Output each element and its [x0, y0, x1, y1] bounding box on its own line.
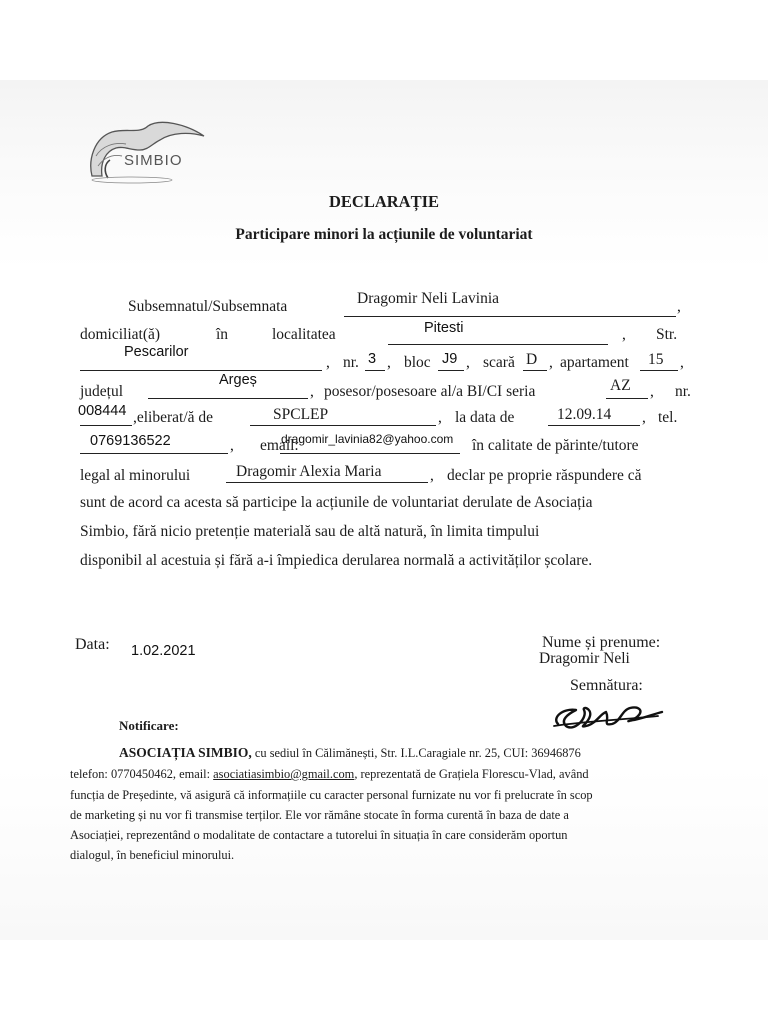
label-nume-prenume: Nume și prenume: [542, 634, 661, 651]
body-line-3: disponibil al acestuia și fără a-i împiedica derularea normală a activităților școlare. [80, 552, 593, 569]
field-name-underline [344, 316, 676, 317]
notificare-line-5: Asociației, reprezentând o modalitate de contactare a tutorelui în situația în care considerăm oportun [70, 828, 568, 842]
notificare-heading: Notificare: [119, 718, 179, 733]
notificare-line-2b: , reprezentată de Grațiela Florescu-Vlad, având [354, 767, 589, 781]
label-apartament: apartament [560, 354, 629, 371]
simbio-logo [86, 120, 212, 186]
notificare-line-2a: telefon: 0770450462, email: [70, 767, 211, 781]
label-bloc: bloc [404, 354, 431, 371]
label-posesor: posesor/posesoare al/a BI/CI seria [324, 383, 536, 400]
notificare-email[interactable]: asociatiasimbio@gmail.com [213, 767, 355, 781]
comma: , [310, 383, 314, 400]
field-nr-underline [365, 370, 385, 371]
label-tel: tel. [658, 409, 678, 426]
notificare-line-6: dialogul, în beneficiul minorului. [70, 848, 235, 862]
notificare-line-4: de marketing și nu vor fi transmise terților. Ele vor rămâne stocate în forma curentă în baza de date a [70, 808, 569, 822]
comma: , [680, 354, 684, 371]
field-localitate-underline [388, 344, 608, 345]
comma: , [326, 354, 330, 371]
field-nume: Dragomir Neli [539, 650, 630, 667]
field-telefon-underline [80, 453, 228, 454]
field-localitate: Pitesti [424, 320, 464, 336]
signature-icon [548, 696, 668, 736]
label-eliberat: ,eliberat/ă de [133, 409, 214, 426]
field-email: dragomir_lavinia82@yahoo.com [281, 432, 454, 446]
notificare-line-2 [70, 767, 589, 782]
label-semnatura: Semnătura: [570, 677, 643, 694]
label-judetul: județul [80, 383, 124, 400]
label-email: email: [260, 437, 299, 454]
label-legal: legal al minorului [80, 467, 191, 484]
signature [548, 696, 668, 736]
field-apartament-underline [640, 370, 678, 371]
comma: , [430, 467, 434, 484]
field-name: Dragomir Neli Lavinia [357, 290, 500, 307]
label-subsemnatul: Subsemnatul/Subsemnata [128, 298, 288, 315]
field-bloc: J9 [442, 351, 458, 367]
notificare-line-1-text: cu sediul în Călimănești, Str. I.L.Caragiale nr. 25, CUI: 36946876 [254, 746, 581, 760]
label-str: Str. [656, 326, 678, 343]
notificare-line-1 [119, 745, 581, 761]
body-line-2: Simbio, fără nicio pretenție materială sau de altă natură, în limita timpului [80, 523, 540, 540]
field-numar-ci: 008444 [78, 403, 127, 419]
field-judet: Argeș [219, 372, 257, 388]
label-data-eliberare: la data de [455, 409, 515, 426]
field-apartament: 15 [648, 351, 664, 368]
comma: , [549, 354, 553, 371]
field-minor-underline [226, 482, 428, 483]
field-judet-underline [148, 398, 308, 399]
field-eliberat-underline [250, 425, 436, 426]
document-title: DECLARAȚIE [328, 192, 440, 211]
label-calitate: în calitate de părinte/tutore [472, 437, 639, 454]
label-localitatea: localitatea [272, 326, 336, 343]
field-bloc-underline [438, 370, 464, 371]
comma: , [387, 354, 391, 371]
document-subtitle: Participare minori la acțiunile de voluntariat [235, 226, 533, 243]
label-domiciliat: domiciliat(ă) [80, 326, 161, 343]
notificare-line-3: funcția de Președinte, vă asigură că informațiile cu caracter personal furnizate nu vor fi prelucrate în scop [70, 788, 593, 802]
field-strada-underline [80, 370, 322, 371]
comma: , [622, 326, 626, 343]
body-line-1: sunt de acord ca acesta să participe la acțiunile de voluntariat derulate de Asociația [80, 494, 593, 511]
field-minor: Dragomir Alexia Maria [236, 463, 382, 480]
comma: , [230, 437, 234, 454]
field-email-underline [280, 453, 460, 454]
comma: , [677, 298, 681, 315]
label-scara: scară [483, 354, 515, 371]
comma: , [438, 409, 442, 426]
comma: , [642, 409, 646, 426]
label-in: în [216, 326, 229, 343]
field-strada: Pescarilor [124, 344, 189, 360]
label-declar: declar pe proprie răspundere că [447, 467, 642, 484]
field-scara: D [526, 351, 538, 368]
field-telefon: 0769136522 [90, 433, 171, 449]
field-data-eliberare-underline [548, 425, 640, 426]
field-date: 1.02.2021 [131, 643, 196, 659]
label-data: Data: [75, 636, 110, 653]
label-nr: nr. [343, 354, 359, 371]
field-eliberat-de: SPCLEP [273, 406, 329, 423]
label-nr-ci: nr. [675, 383, 691, 400]
logo-text: SIMBIO [124, 152, 183, 169]
field-seria: AZ [610, 377, 631, 394]
field-nr: 3 [368, 351, 377, 367]
comma: , [650, 383, 654, 400]
field-seria-underline [606, 398, 648, 399]
field-scara-underline [523, 370, 547, 371]
notificare-org: ASOCIAȚIA SIMBIO, [119, 745, 252, 760]
field-numar-ci-underline [80, 425, 132, 426]
comma: , [466, 354, 470, 371]
field-data-eliberare: 12.09.14 [557, 406, 612, 423]
label-eliberat-text: eliberat/ă de [136, 409, 214, 426]
